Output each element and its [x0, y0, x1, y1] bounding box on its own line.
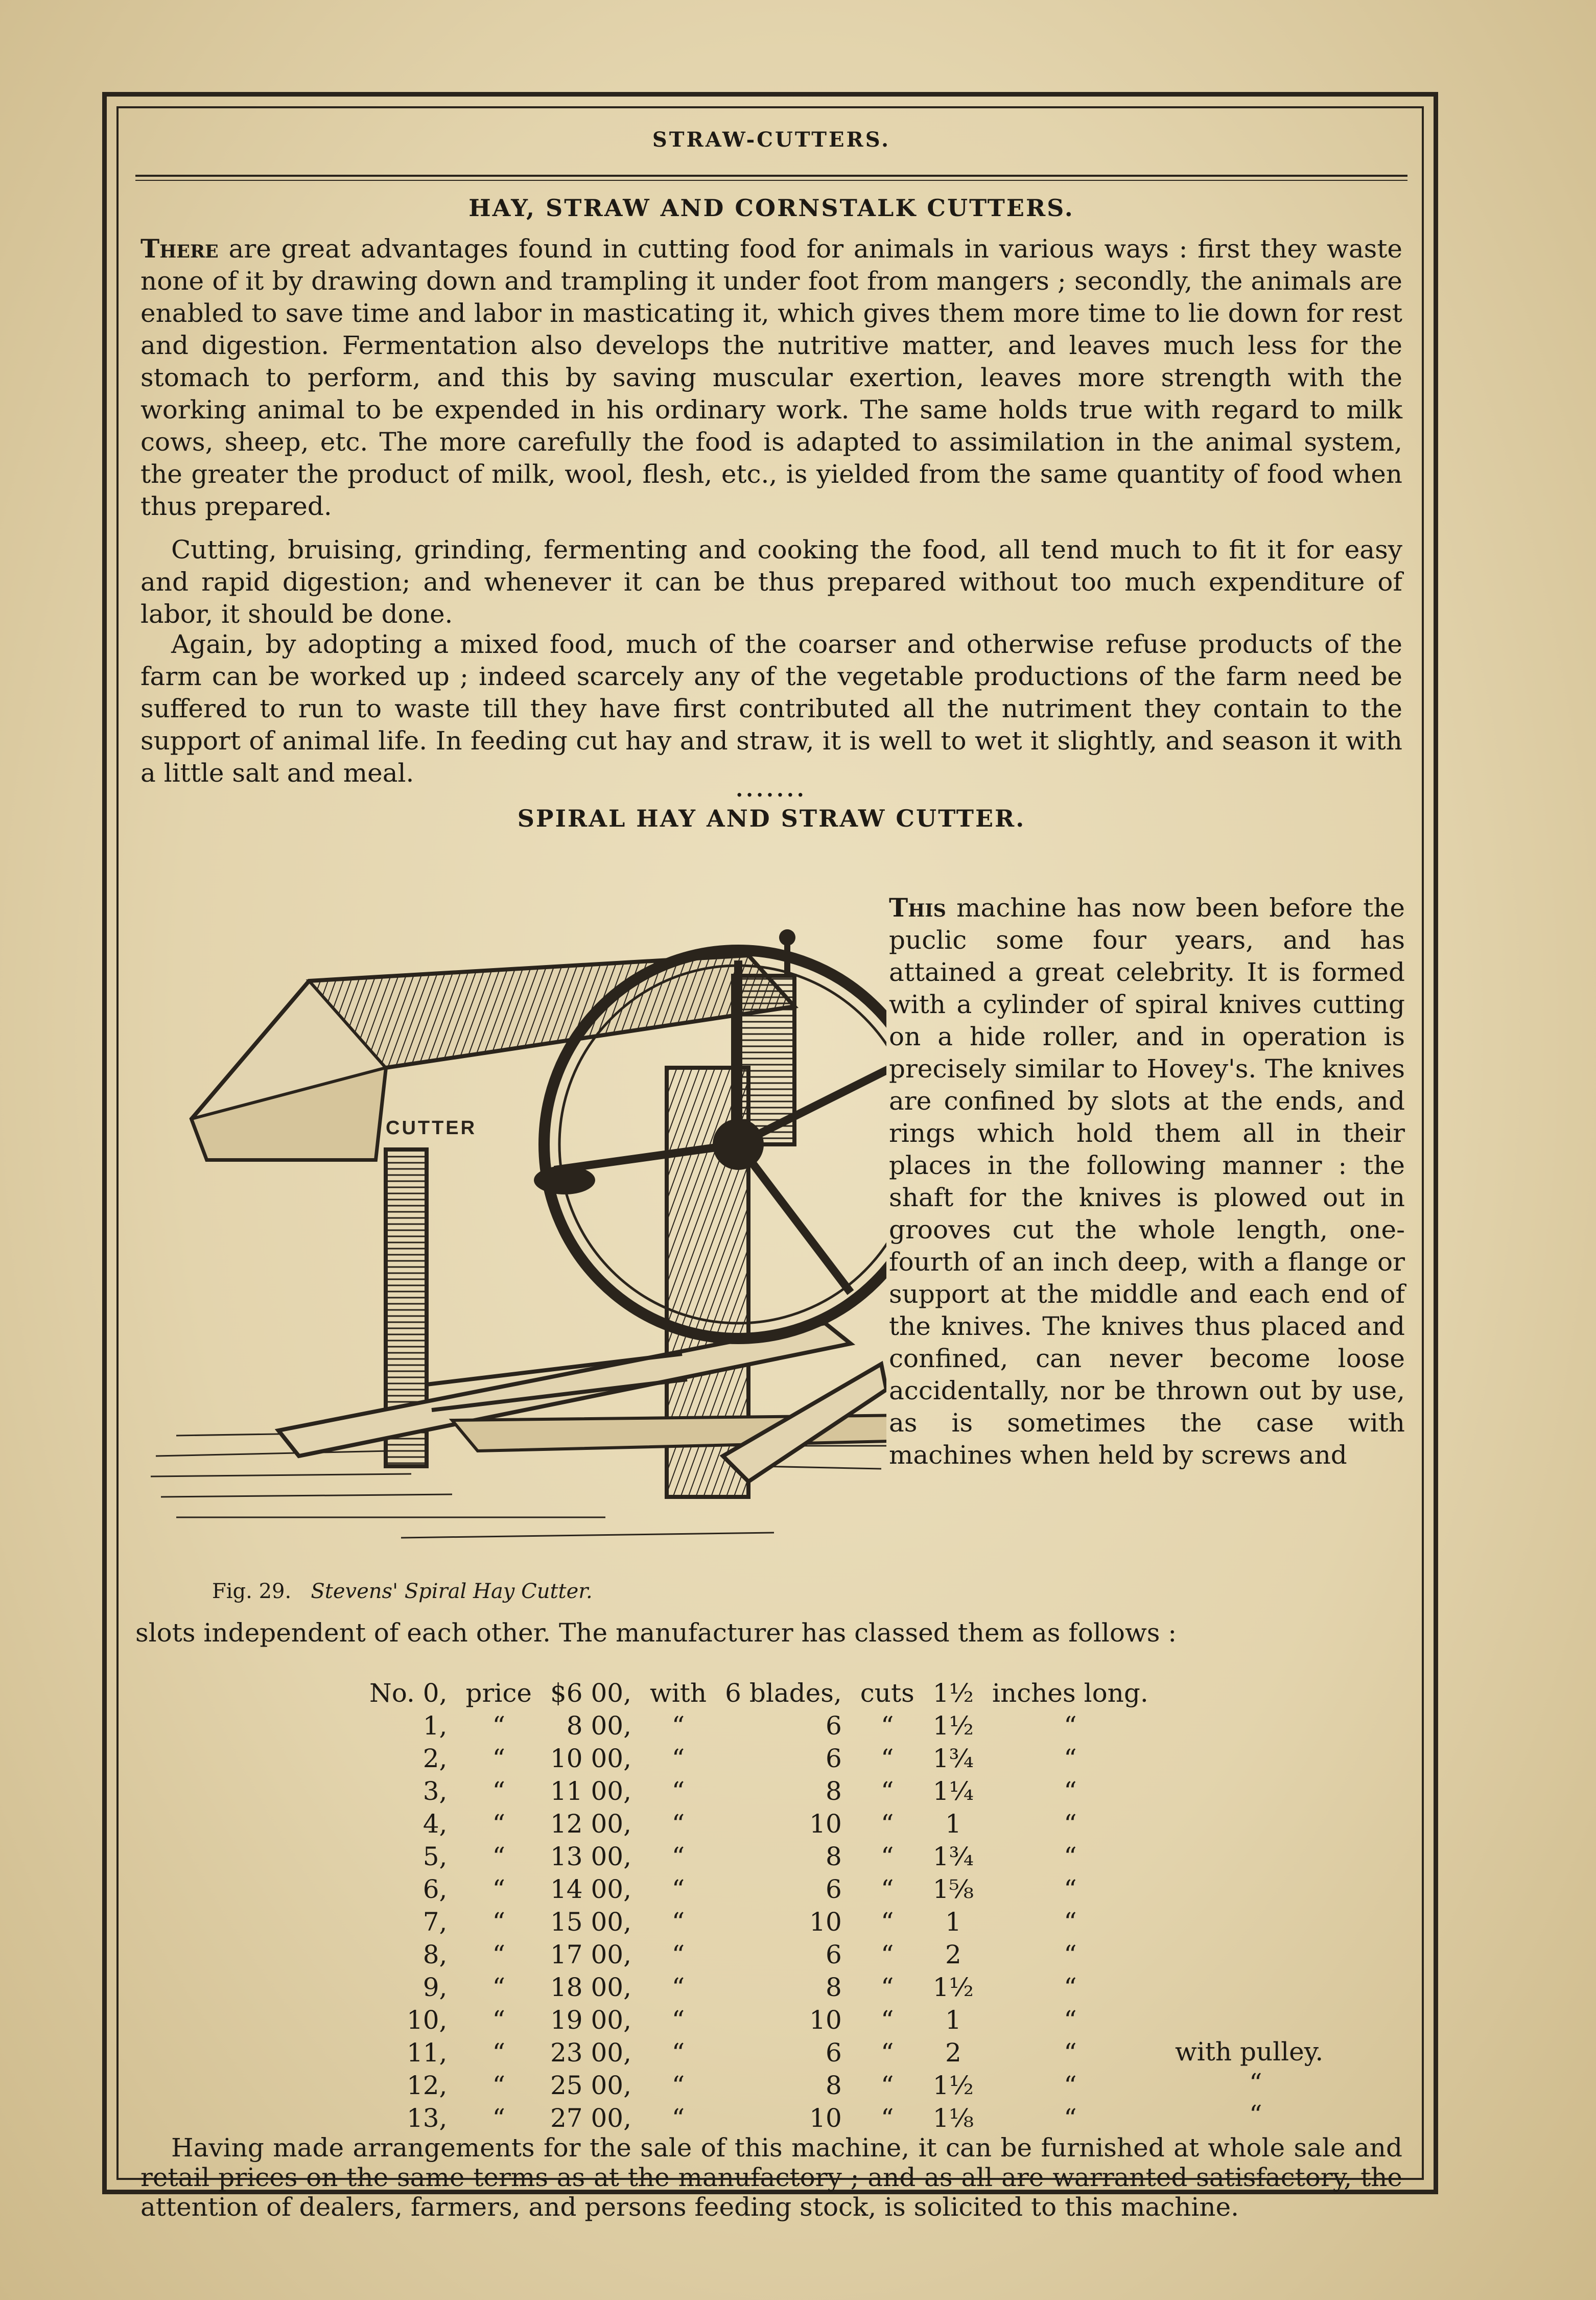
crank-handle	[534, 1166, 595, 1194]
price-cell-w: with	[650, 1678, 707, 1708]
price-cell-pw: “	[492, 1940, 505, 1969]
subsection-title: SPIRAL HAY AND STRAW CUTTER.	[517, 805, 1026, 832]
figure-caption	[212, 1580, 825, 1603]
price-cell-tail: “	[1064, 2005, 1077, 2035]
price-cell-pw: “	[492, 1711, 505, 1741]
price-cell-c: “	[880, 1907, 894, 1937]
paragraph-3: Again, by adopting a mixed food, much of the coarser and otherwise refuse products of the farm can be worked up ; indeed scarcely any of the vegetable productions of the farm need be suffered to run to waste till they have first contributed all the nutriment they contain to the support of animal life. In feeding cut hay and straw, it is well to wet it slightly, and season it with a little salt and meal.	[140, 629, 1402, 788]
price-cell-no: 2,	[423, 1744, 448, 1773]
closing-paragraph: Having made arrangements for the sale of this machine, it can be furnished at whole sale and retail prices on the same terms as at the manufactory ; and as all are warranted satisfactory, the attention of dealers, farmers, and persons feeding stock, is solicited to this machine.	[140, 2133, 1402, 2222]
price-cell-no: 1,	[423, 1711, 448, 1741]
price-cell-inches: 1½	[932, 1711, 974, 1741]
price-cell-tail: “	[1064, 1973, 1077, 2002]
pulley-ditto-12: “	[1249, 2068, 1262, 2098]
price-row	[360, 1742, 1158, 1775]
price-cell-inches: 1	[945, 2005, 961, 2035]
price-cell-pw: “	[492, 1809, 505, 1839]
price-cell-no: 6,	[423, 1874, 448, 1904]
price-cell-price: 18 00,	[550, 1973, 632, 2002]
price-row	[360, 1873, 1158, 1906]
price-cell-no: 4,	[423, 1809, 448, 1839]
running-head: STRAW-CUTTERS.	[652, 128, 891, 152]
price-cell-inches: 1½	[932, 1678, 974, 1708]
price-cell-blades: 6	[825, 1711, 842, 1741]
price-cell-no: 8,	[423, 1940, 448, 1969]
price-cell-tail: inches long.	[992, 1678, 1148, 1708]
with-pulley-note: with pulley.	[1175, 2037, 1324, 2067]
price-table	[360, 1677, 1158, 2134]
page-content	[135, 118, 1407, 2222]
price-cell-price: 23 00,	[550, 2038, 632, 2068]
price-cell-inches: 1	[945, 1907, 961, 1937]
price-cell-inches: 1⅝	[932, 1874, 974, 1904]
price-cell-w: “	[671, 1973, 685, 2002]
continued-text: slots independent of each other. The manufacturer has classed them as follows :	[135, 1618, 1177, 1648]
price-cell-no: 9,	[423, 1973, 448, 2002]
price-cell-blades: 6	[825, 2038, 842, 2068]
price-cell-inches: 1⅛	[932, 2103, 974, 2133]
figure-title: Stevens' Spiral Hay Cutter.	[311, 1580, 593, 1603]
price-cell-c: “	[880, 1940, 894, 1969]
pulley-ditto-13: “	[1249, 2100, 1262, 2129]
price-cell-inches: 1¾	[932, 1842, 974, 1871]
price-cell-inches: 1	[945, 1809, 961, 1839]
price-cell-w: “	[671, 1776, 685, 1806]
price-cell-no: 10,	[406, 2005, 448, 2035]
cutting-cylinder	[733, 976, 794, 1144]
price-cell-c: “	[880, 2103, 894, 2133]
section-title: HAY, STRAW AND CORNSTALK CUTTERS.	[468, 194, 1074, 222]
price-cell-price: 8 00,	[566, 1711, 632, 1741]
price-cell-blades: 10	[809, 2005, 842, 2035]
price-cell-w: “	[671, 2038, 685, 2068]
price-cell-tail: “	[1064, 1776, 1077, 1806]
price-cell-tail: “	[1064, 2071, 1077, 2100]
price-cell-tail: “	[1064, 1711, 1077, 1741]
price-row	[360, 1938, 1158, 1971]
head-rule	[135, 175, 1407, 177]
price-cell-price: 14 00,	[550, 1874, 632, 1904]
price-cell-tail: “	[1064, 1940, 1077, 1969]
price-cell-c: cuts	[860, 1678, 914, 1708]
price-cell-blades: 6	[825, 1874, 842, 1904]
price-cell-price: 27 00,	[550, 2103, 632, 2133]
price-row	[360, 2102, 1158, 2134]
price-cell-c: “	[880, 1776, 894, 1806]
price-cell-no: 7,	[423, 1907, 448, 1937]
price-cell-w: “	[671, 2103, 685, 2133]
price-cell-blades: 8	[825, 1973, 842, 2002]
price-cell-pw: “	[492, 2071, 505, 2100]
price-cell-w: “	[671, 1744, 685, 1773]
price-cell-price: 25 00,	[550, 2071, 632, 2100]
price-cell-c: “	[880, 1842, 894, 1871]
paragraph-1-lead: There	[140, 233, 219, 264]
side-text-lead: This	[889, 893, 946, 923]
price-cell-c: “	[880, 1809, 894, 1839]
price-cell-pw: “	[492, 2038, 505, 2068]
hay-cutter-illustration	[146, 853, 886, 1589]
price-cell-blades: 10	[809, 2103, 842, 2133]
price-cell-price: $6 00,	[550, 1678, 632, 1708]
side-column-text	[889, 891, 1405, 1471]
price-cell-price: 12 00,	[550, 1809, 632, 1839]
price-cell-price: 11 00,	[550, 1776, 632, 1806]
price-cell-blades: 8	[825, 1776, 842, 1806]
price-cell-pw: “	[492, 2005, 505, 2035]
price-row	[360, 1906, 1158, 1938]
price-cell-c: “	[880, 2038, 894, 2068]
price-cell-c: “	[880, 2071, 894, 2100]
price-cell-pw: “	[492, 1973, 505, 2002]
price-cell-no: No. 0,	[369, 1678, 448, 1708]
price-cell-tail: “	[1064, 1874, 1077, 1904]
price-row	[360, 1808, 1158, 1840]
price-cell-blades: 8	[825, 1842, 842, 1871]
paragraph-1-body: are great advantages found in cutting food for animals in various ways : first they waste none of it by drawing down and trampling it under foot from mangers ; secondly, the animals are enabled to save time and labor in masticating it, which gives them more time to lie down for rest and digestion. Fermentation also develops the nutritive matter, and leaves much less for the stomach to perform, and this by saving muscular exertion, leaves more strength with the working animal to be expended in his ordinary work. The same holds true with regard to milk cows, sheep, etc. The more carefully the food is adapted to assimilation in the animal system, the greater the product of milk, wool, flesh, etc., is yielded from the same quantity of food when thus prepared.	[140, 234, 1402, 521]
price-cell-c: “	[880, 2005, 894, 2035]
price-cell-price: 15 00,	[550, 1907, 632, 1937]
price-cell-w: “	[671, 1809, 685, 1839]
price-cell-blades: 6	[825, 1940, 842, 1969]
price-cell-blades: 6 blades,	[725, 1678, 842, 1708]
price-row	[360, 1677, 1158, 1709]
paragraph-1	[140, 232, 1402, 523]
price-cell-c: “	[880, 1711, 894, 1741]
price-cell-tail: “	[1064, 1907, 1077, 1937]
price-cell-no: 13,	[406, 2103, 448, 2133]
price-cell-w: “	[671, 1907, 685, 1937]
price-cell-price: 10 00,	[550, 1744, 632, 1773]
price-cell-inches: 1¾	[932, 1744, 974, 1773]
separator-dots: .......	[736, 778, 807, 802]
price-cell-pw: “	[492, 1776, 505, 1806]
price-cell-inches: 2	[945, 1940, 961, 1969]
price-cell-tail: “	[1064, 2103, 1077, 2133]
price-cell-inches: 1½	[932, 2071, 974, 2100]
price-cell-blades: 6	[825, 1744, 842, 1773]
price-cell-w: “	[671, 1940, 685, 1969]
price-cell-w: “	[671, 1874, 685, 1904]
price-cell-inches: 1¼	[932, 1776, 974, 1806]
price-cell-price: 17 00,	[550, 1940, 632, 1969]
price-cell-w: “	[671, 1842, 685, 1871]
price-cell-no: 11,	[406, 2038, 448, 2068]
price-cell-price: 13 00,	[550, 1842, 632, 1871]
price-cell-w: “	[671, 2005, 685, 2035]
paragraph-2: Cutting, bruising, grinding, fermenting and cooking the food, all tend much to fit it for easy and rapid digestion; and whenever it can be thus prepared without too much expenditure of labor, it should be done.	[140, 535, 1402, 629]
price-cell-pw: price	[465, 1678, 532, 1708]
price-cell-blades: 10	[809, 1907, 842, 1937]
price-cell-inches: 1½	[932, 1973, 974, 2002]
price-cell-blades: 8	[825, 2071, 842, 2100]
price-cell-pw: “	[492, 1907, 505, 1937]
price-cell-pw: “	[492, 2103, 505, 2133]
price-cell-tail: “	[1064, 1842, 1077, 1871]
price-cell-w: “	[671, 2071, 685, 2100]
price-row	[360, 2036, 1158, 2069]
price-row	[360, 2004, 1158, 2036]
price-cell-c: “	[880, 1744, 894, 1773]
price-cell-no: 5,	[423, 1842, 448, 1871]
price-cell-c: “	[880, 1874, 894, 1904]
price-cell-no: 3,	[423, 1776, 448, 1806]
price-cell-c: “	[880, 1973, 894, 2002]
price-row	[360, 1709, 1158, 1742]
price-cell-blades: 10	[809, 1809, 842, 1839]
price-cell-inches: 2	[945, 2038, 961, 2068]
head-rule-thin	[135, 180, 1407, 181]
price-row	[360, 1840, 1158, 1873]
figure-number: Fig. 29.	[212, 1580, 292, 1603]
price-cell-price: 19 00,	[550, 2005, 632, 2035]
price-cell-tail: “	[1064, 1809, 1077, 1839]
price-cell-pw: “	[492, 1744, 505, 1773]
price-cell-no: 12,	[406, 2071, 448, 2100]
price-cell-w: “	[671, 1711, 685, 1741]
price-row	[360, 2069, 1158, 2102]
price-row	[360, 1971, 1158, 2004]
price-cell-tail: “	[1064, 1744, 1077, 1773]
price-cell-pw: “	[492, 1842, 505, 1871]
machine-label: CUTTER	[386, 1117, 477, 1139]
price-row	[360, 1775, 1158, 1808]
price-cell-tail: “	[1064, 2038, 1077, 2068]
price-cell-pw: “	[492, 1874, 505, 1904]
side-text-body: machine has now been before the puclic some four years, and has attained a great celebrity. It is formed with a cylinder of spiral knives cutting on a hide roller, and in operation is precisely similar to Hovey's. The knives are confined by slots at the ends, and rings which hold them all in their places in the following manner : the shaft for the knives is plowed out in grooves cut the whole length, one-fourth of an inch deep, with a flange or support at the middle and each end of the knives. The knives thus placed and confined, can never become loose accidentally, nor be thrown out by use, as is sometimes the case with machines when held by screws and	[889, 893, 1405, 1470]
